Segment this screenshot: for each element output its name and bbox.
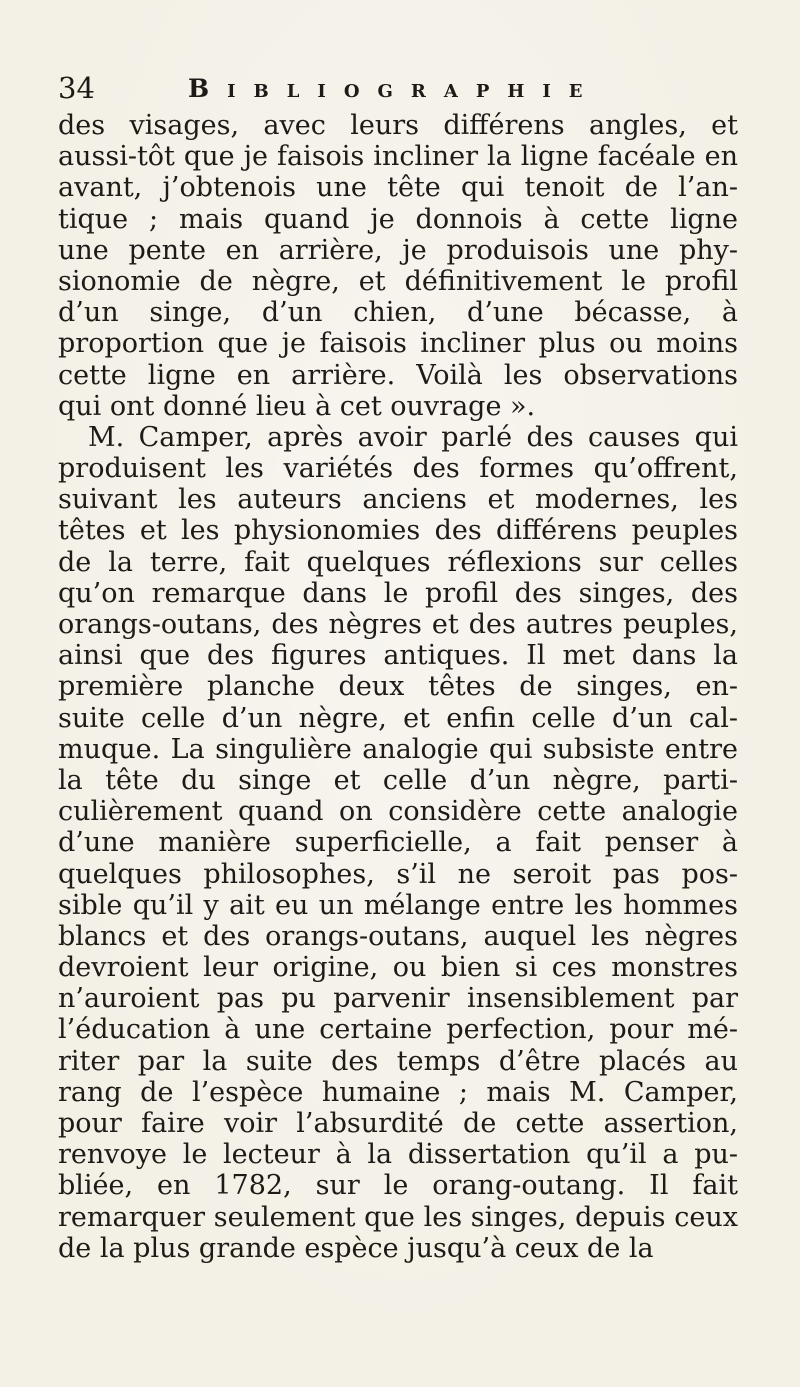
text-line: quelques philosophes, s’il ne seroit pas pos-: [58, 858, 738, 890]
page-number: 34: [58, 71, 95, 105]
text-line: qu’on remarque dans le profil des singes, des: [58, 577, 738, 609]
text-line: sible qu’il y ait eu un mélange entre les hommes: [58, 889, 738, 921]
text-line: têtes et les physionomies des différens peuples: [58, 515, 738, 547]
text-line: d’un singe, d’un chien, d’une bécasse, à: [58, 297, 738, 329]
text-line: suivant les auteurs anciens et modernes, les: [58, 484, 738, 516]
page-header: [58, 62, 738, 112]
running-head: Bibliographie: [188, 74, 601, 103]
text-line: suite celle d’un nègre, et enfin celle d’un cal-: [58, 702, 738, 734]
text-line: muque. La singulière analogie qui subsiste entre: [58, 733, 738, 765]
text-line: devroient leur origine, ou bien si ces monstres: [58, 952, 738, 984]
text-line: sionomie de nègre, et définitivement le profil: [58, 265, 738, 297]
text-line: cette ligne en arrière. Voilà les observations: [58, 359, 738, 391]
text-line: rang de l’espèce humaine ; mais M. Camper,: [58, 1076, 738, 1108]
text-line: culièrement quand on considère cette analogie: [58, 796, 738, 828]
text-line: première planche deux têtes de singes, en-: [58, 671, 738, 703]
text-line: des visages, avec leurs différens angles, et: [58, 110, 738, 141]
text-line: avant, j’obtenois une tête qui tenoit de l’an-: [58, 172, 738, 204]
text-line: blancs et des orangs-outans, auquel les nègres: [58, 920, 738, 952]
paragraph-start-line: M. Camper, après avoir parlé des causes qui: [88, 421, 738, 453]
text-line: riter par la suite des temps d’être placés au: [58, 1045, 738, 1077]
text-line: remarquer seulement que les singes, depuis ceux: [58, 1201, 738, 1233]
text-line: produisent les variétés des formes qu’offrent,: [58, 453, 738, 485]
text-line: renvoye le lecteur à la dissertation qu’il a pu-: [58, 1139, 738, 1171]
text-line: une pente en arrière, je produisois une phy-: [58, 234, 738, 266]
text-line: pour faire voir l’absurdité de cette assertion,: [58, 1108, 738, 1139]
text-line: la tête du singe et celle d’un nègre, parti-: [58, 764, 738, 796]
text-line: d’une manière superficielle, a fait penser à: [58, 827, 738, 859]
text-line: l’éducation à une certaine perfection, pour mé-: [58, 1014, 738, 1046]
text-line: proportion que je faisois incliner plus ou moins: [58, 328, 738, 360]
text-line: aussi-tôt que je faisois incliner la ligne facéale en: [58, 141, 738, 173]
text-line: n’auroient pas pu parvenir insensiblement par: [58, 983, 738, 1015]
text-line: orangs-outans, des nègres et des autres peuples,: [58, 609, 738, 640]
text-line: qui ont donné lieu à cet ouvrage ».: [58, 390, 536, 422]
text-line: bliée, en 1782, sur le orang-outang. Il fait: [58, 1170, 738, 1202]
text-line: de la plus grande espèce jusqu’à ceux de la: [58, 1232, 654, 1264]
text-line: ainsi que des figures antiques. Il met dans la: [58, 640, 738, 672]
text-line: tique ; mais quand je donnois à cette ligne: [58, 203, 738, 235]
body-text: [58, 110, 738, 1264]
text-line: de la terre, fait quelques réflexions sur celles: [58, 546, 738, 578]
